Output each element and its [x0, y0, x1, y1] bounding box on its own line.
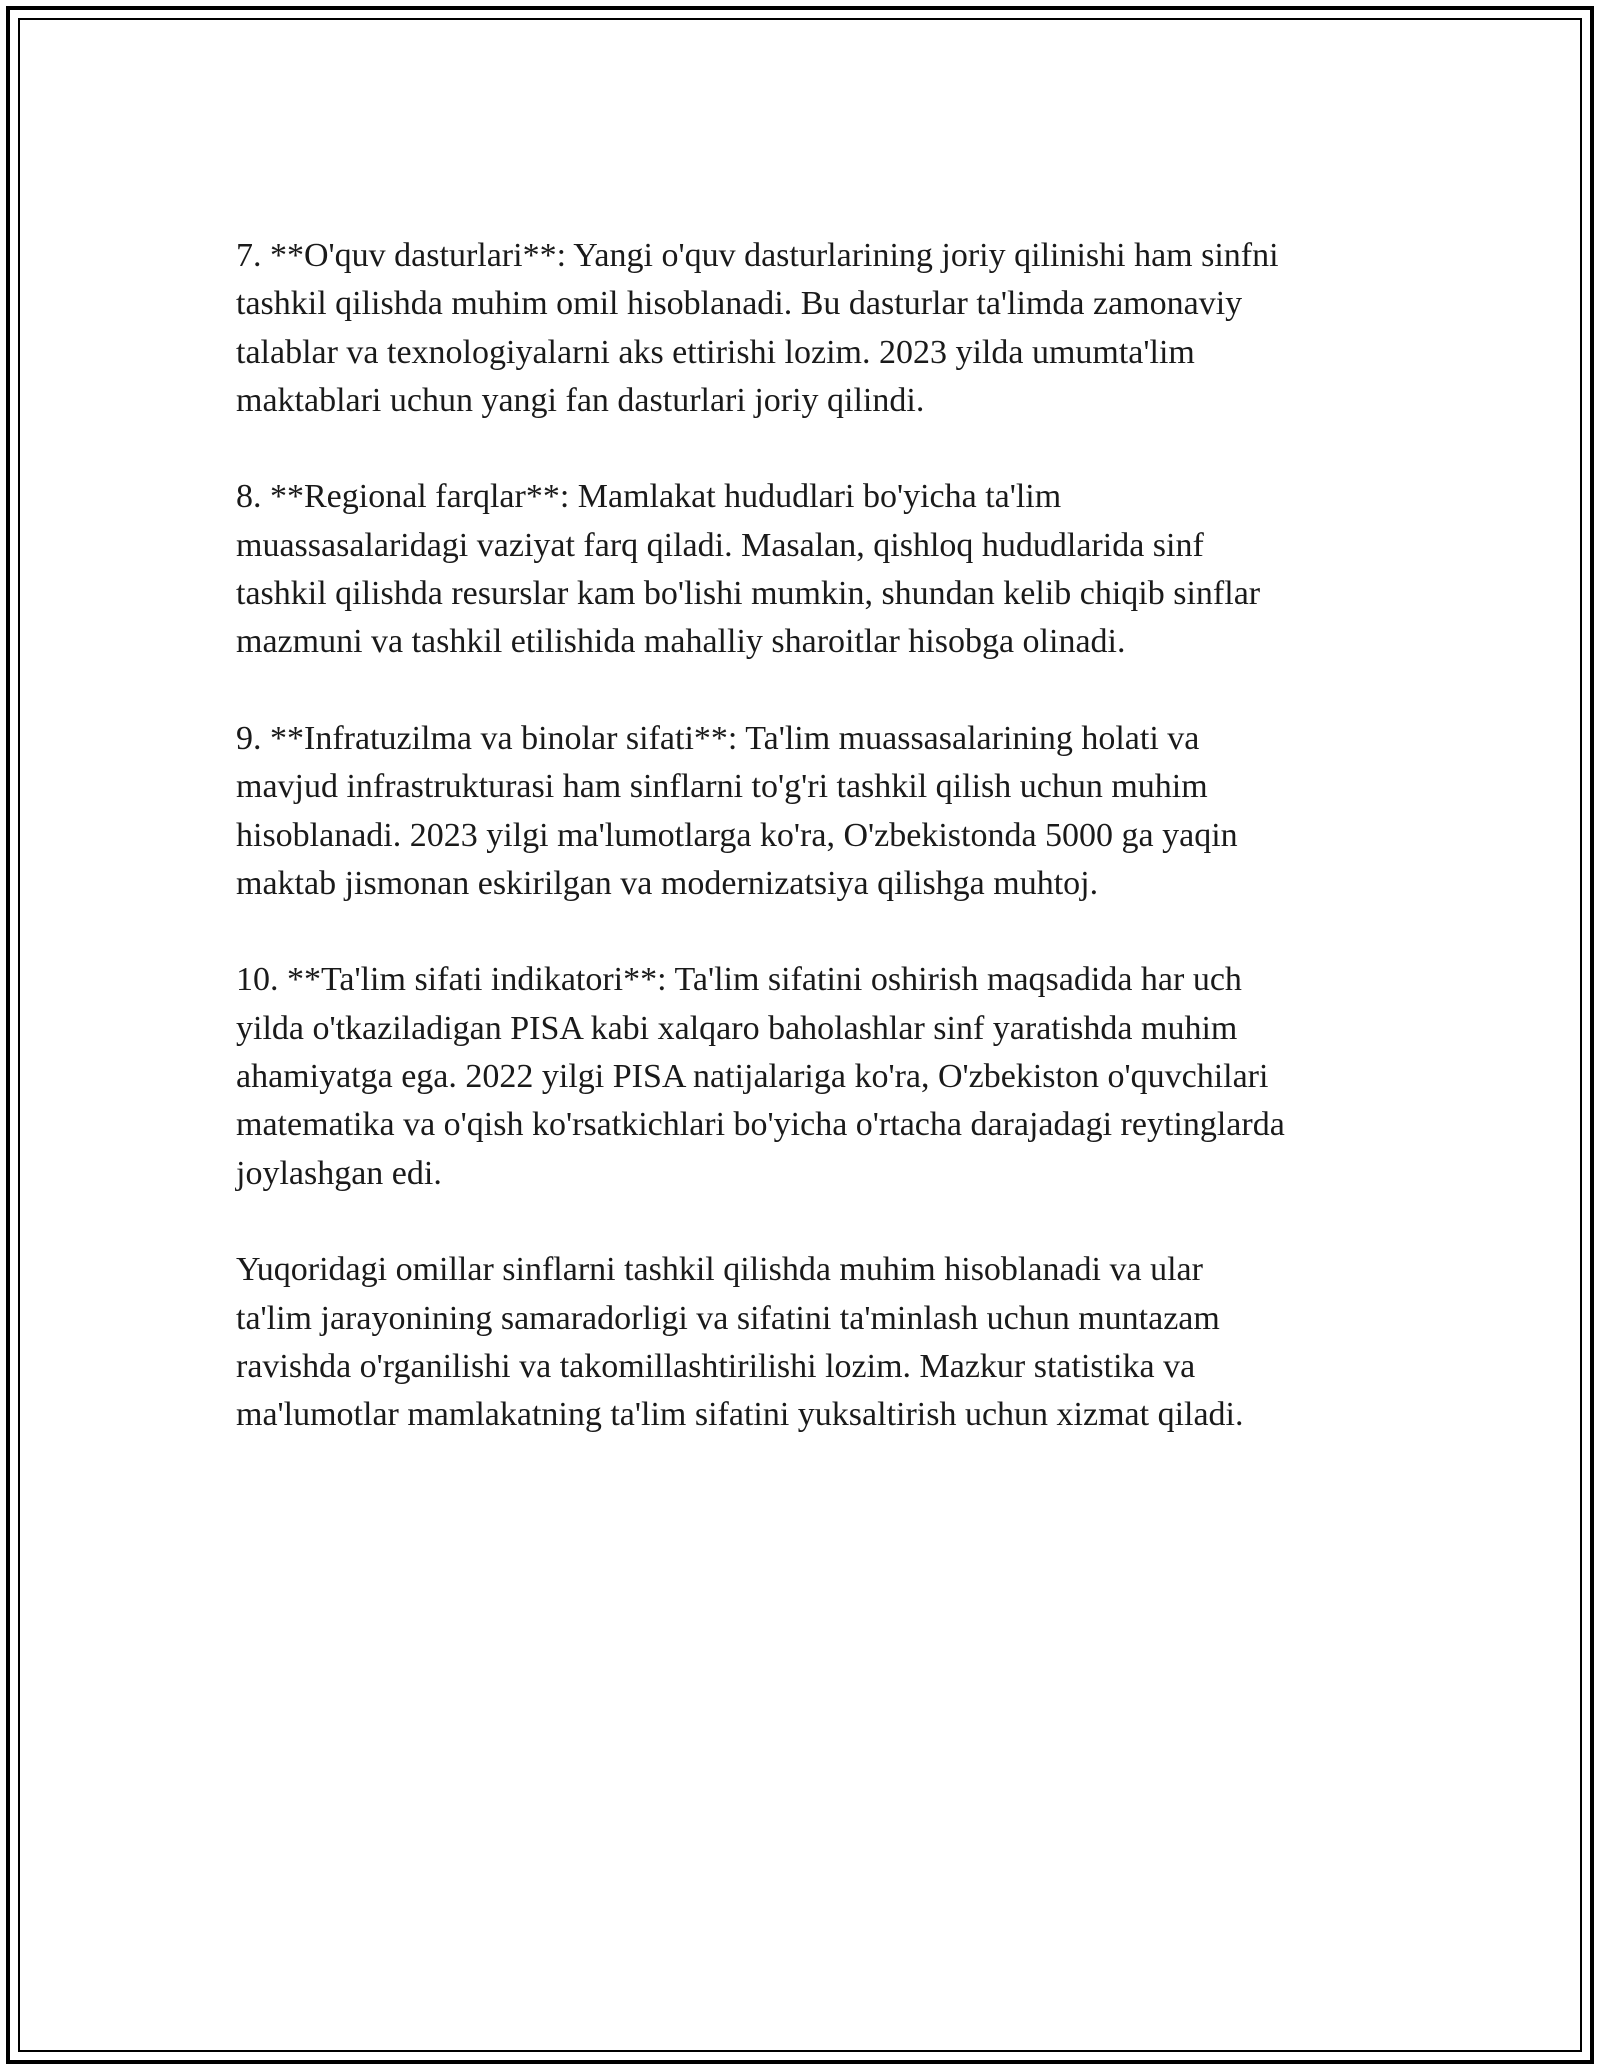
paragraph-curricula: 7. **O'quv dasturlari**: Yangi o'quv dasturlarining joriy qilinishi ham sinfni tashkil qilishda muhim omil hisoblanadi. Bu dasturlar ta'limda zamonaviy talablar va texnologiyalarni aks ettirishi lozim. 2023 yilda umumta'lim maktablari uchun yangi fan dasturlari joriy qilindi. — [236, 237, 1279, 419]
paragraph-conclusion: Yuqoridagi omillar sinflarni tashkil qilishda muhim hisoblanadi va ular ta'lim jarayonining samaradorligi va sifatini ta'minlash uchun muntazam ravishda o'rganilishi va takomillashtirilishi lozim. Mazkur statistika va ma'lumotlar mamlakatning ta'lim sifatini yuksaltirish uchun xizmat qiladi. — [236, 1251, 1244, 1434]
paragraph-regional-differences: 8. **Regional farqlar**: Mamlakat hududlari bo'yicha ta'lim muassasalaridagi vaziyat farq qiladi. Masalan, qishloq hududlarida sinf tashkil qilishda resurslar kam bo'lishi mumkin, shundan kelib chiqib sinflar mazmuni va tashkil etilishida mahalliy sharoitlar hisobga olinadi. — [236, 478, 1261, 661]
document-body — [236, 232, 1386, 1488]
paragraph-infrastructure: 9. **Infratuzilma va binolar sifati**: Ta'lim muassasalarining holati va mavjud infrastrukturasi ham sinflarni to'g'ri tashkil qilish uchun muhim hisoblanadi. 2023 yilgi ma'lumotlarga ko'ra, O'zbekistonda 5000 ga yaqin maktab jismonan eskirilgan va modernizatsiya qilishga muhtoj. — [236, 719, 1238, 902]
paragraph-education-quality: 10. **Ta'lim sifati indikatori**: Ta'lim sifatini oshirish maqsadida har uch yilda o'tkaziladigan PISA kabi xalqaro baholashlar sinf yaratishda muhim ahamiyatga ega. 2022 yilgi PISA natijalariga ko'ra, O'zbekiston o'quvchilari matematika va o'qish ko'rsatkichlari bo'yicha o'rtacha darajadagi reytinglarda joylashgan edi. — [236, 961, 1285, 1192]
